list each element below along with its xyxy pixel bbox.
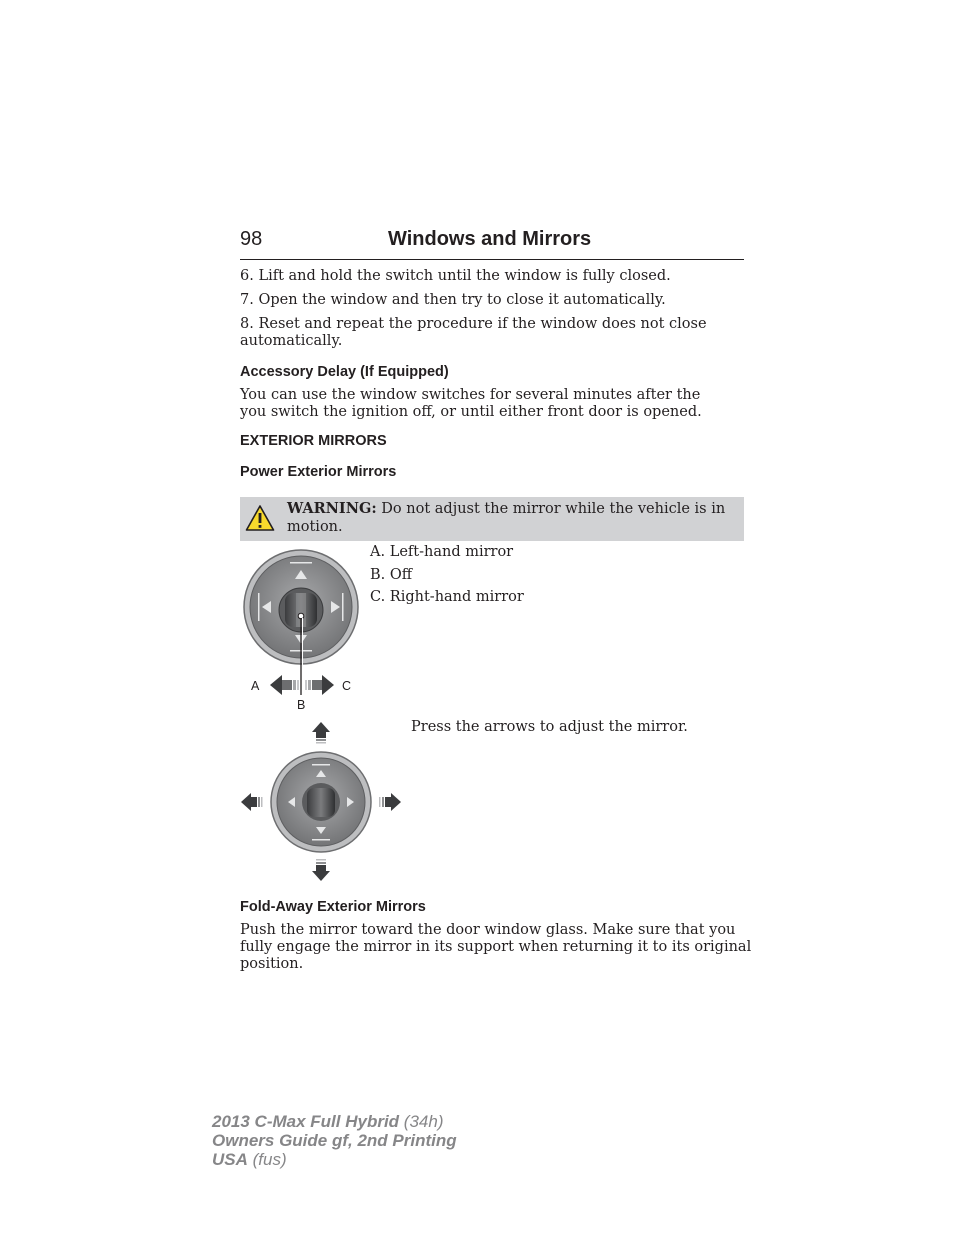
step-7: 7. Open the window and then try to close it automatically. xyxy=(240,292,666,308)
left-selector-arrow-icon xyxy=(270,675,282,695)
footer-market: USA xyxy=(212,1150,248,1169)
footer-model: 2013 C-Max Full Hybrid xyxy=(212,1112,400,1131)
legend-c: C. Right-hand mirror xyxy=(370,589,524,605)
power-mirrors-heading: Power Exterior Mirrors xyxy=(240,464,397,480)
footer-market-code: (fus) xyxy=(252,1150,287,1169)
accessory-delay-heading: Accessory Delay (If Equipped) xyxy=(240,364,449,380)
adjust-up-arrow-icon xyxy=(312,722,330,744)
accessory-delay-text: You can use the window switches for several minutes after the you switch the ignition off, or until either front door is opened. xyxy=(240,387,702,420)
warning-text xyxy=(287,500,737,536)
warning-message: Do not adjust the mirror while the vehicle is in motion. xyxy=(287,501,726,535)
step-6: 6. Lift and hold the switch until the window is fully closed. xyxy=(240,268,671,284)
mirror-select-switch-figure xyxy=(240,545,365,715)
fold-away-heading: Fold-Away Exterior Mirrors xyxy=(240,899,426,915)
right-selector-arrow-icon xyxy=(322,675,334,695)
warning-triangle-icon xyxy=(245,504,275,532)
page-footer xyxy=(212,1112,457,1169)
page-header xyxy=(240,228,744,260)
legend-b: B. Off xyxy=(370,567,413,583)
adjust-left-arrow-icon xyxy=(241,793,263,811)
footer-model-code: (34h) xyxy=(403,1112,444,1131)
mirror-adjust-figure xyxy=(238,720,404,885)
exterior-mirrors-heading: EXTERIOR MIRRORS xyxy=(240,433,387,449)
adjust-knob xyxy=(307,788,335,817)
footer-guide: Owners Guide gf, 2nd Printing xyxy=(212,1131,457,1150)
legend-a: A. Left-hand mirror xyxy=(370,544,514,560)
page-number: 98 xyxy=(240,228,263,250)
figure-label-c: C xyxy=(342,679,352,693)
adjust-down-arrow-icon xyxy=(312,859,330,881)
figure-label-b: B xyxy=(297,698,306,712)
warning-box xyxy=(240,497,744,541)
step-8: 8. Reset and repeat the procedure if the window does not close automatically. xyxy=(240,316,707,349)
fold-away-text: Push the mirror toward the door window glass. Make sure that you fully engage the mirror in its support when returning it to its original position. xyxy=(240,922,752,972)
page-title: Windows and Mirrors xyxy=(388,228,592,250)
adjust-right-arrow-icon xyxy=(379,793,401,811)
figure-label-a: A xyxy=(251,679,260,693)
adjust-instruction: Press the arrows to adjust the mirror. xyxy=(411,719,688,735)
warning-label: WARNING: xyxy=(287,500,377,517)
